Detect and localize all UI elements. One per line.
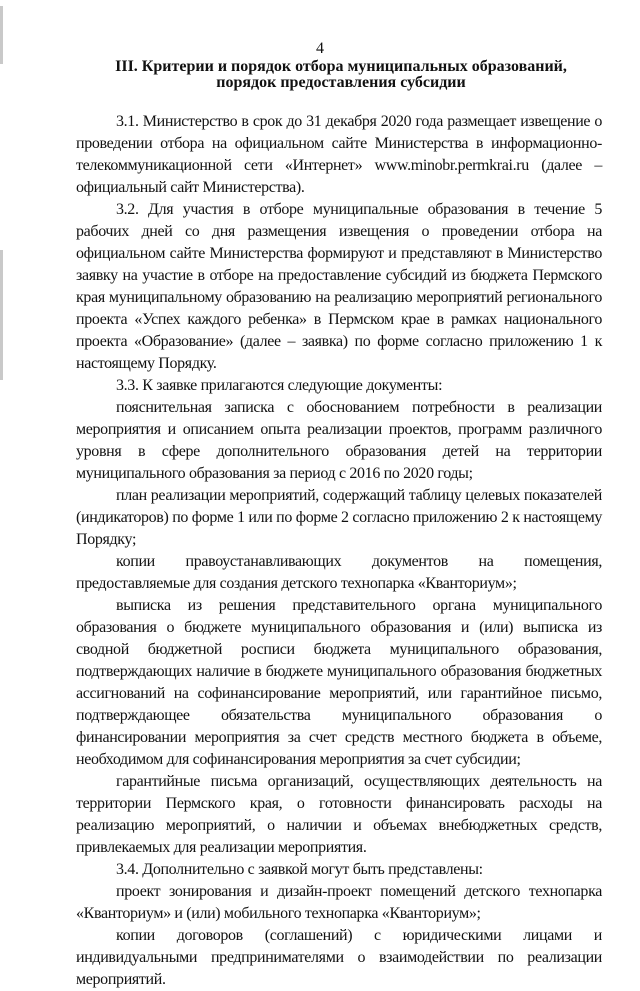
paragraph-3-2: 3.2. Для участия в отборе муниципальные образования в течение 5 рабочих дней со дня размещения извещения о проведении отбора на официальном сайте Министерства формируют и представляют в Министерство заявку на участие в отборе на предоставление субсидий из бюджета Пермского края муниципальному образованию на реализацию мероприятий регионального проекта «Успех каждого ребенка» в Пермском крае в рамках национального проекта «Образование» (далее – заявка) по форме согласно приложению 1 к настоящему Порядку. bbox=[76, 201, 602, 372]
section-heading-line-2: порядок предоставления субсидии bbox=[216, 74, 466, 91]
list-item-budget-extract: выписка из решения представительного органа муниципального образования о бюджете муниципального образования и (или) выписка из сводной бюджетной росписи бюджета муниципального образования, подтверждающих наличие в бюджете муниципального образования бюджетных ассигнований на софинансирование мероприятий, или гарантийное письмо, подтверждающее обязательства муниципального образования о финансировании мероприятия за счет средств местного бюджета в объеме, необходимом для софинансирования мероприятия за счет субсидии; bbox=[76, 597, 602, 768]
list-item-explanatory-note: пояснительная записка с обоснованием потребности в реализации мероприятия и описанием опыта реализации проектов, программ различного уровня в сфере дополнительного образования детей на территории муниципального образования за период с 2016 по 2020 годы; bbox=[76, 399, 602, 482]
list-item-design-project: проект зонирования и дизайн-проект помещений детского технопарка «Кванториум» и (или) мобильного технопарка «Кванториум»; bbox=[76, 883, 602, 922]
list-item-implementation-plan: план реализации мероприятий, содержащий таблицу целевых показателей (индикаторов) по форме 1 или по форме 2 согласно приложению 2 к настоящему Порядку; bbox=[76, 487, 602, 548]
section-heading-line-1: III. Критерии и порядок отбора муниципальных образований, bbox=[115, 58, 567, 75]
list-item-agreements: копии договоров (соглашений) с юридическими лицами и индивидуальными предпринимателями о взаимодействии по реализации мероприятий. bbox=[76, 927, 602, 988]
list-item-guarantee-letters: гарантийные письма организаций, осуществляющих деятельность на территории Пермского края, о готовности финансировать расходы на реализацию мероприятий, о наличии и объемах внебюджетных средств, привлекаемых для реализации мероприятия. bbox=[76, 773, 602, 856]
page-number: 4 bbox=[316, 40, 324, 57]
scan-edge-mark bbox=[0, 250, 3, 380]
document-body bbox=[76, 99, 602, 991]
paragraph-3-1: 3.1. Министерство в срок до 31 декабря 2020 года размещает извещение о проведении отбора на официальном сайте Министерства в информационно-телекоммуникационной сети «Интернет» www.minobr.permkrai.ru (далее – официальный сайт Министерства). bbox=[76, 113, 602, 196]
section-heading bbox=[78, 59, 604, 91]
paragraph-3-4: 3.4. Дополнительно с заявкой могут быть представлены: bbox=[116, 861, 483, 878]
paragraph-3-3: 3.3. К заявке прилагаются следующие документы: bbox=[116, 377, 443, 394]
list-item-title-documents: копии правоустанавливающих документов на помещения, предоставляемые для создания детского технопарка «Кванториум»; bbox=[76, 553, 602, 592]
